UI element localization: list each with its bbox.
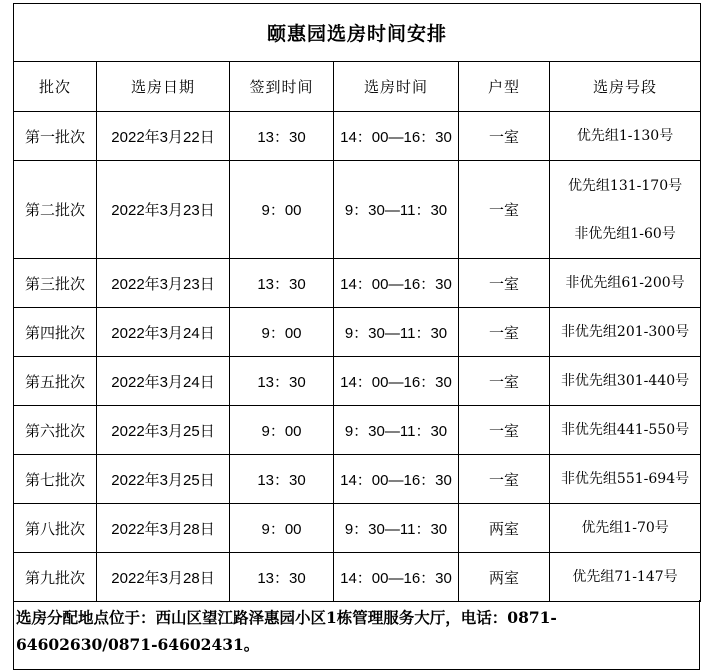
checkin-time-cell: 13：30	[230, 112, 334, 161]
checkin-time-cell: 9：00	[230, 406, 334, 455]
footer-note	[13, 600, 700, 670]
checkin-time-cell: 13：30	[230, 553, 334, 602]
date-cell: 2022年3月25日	[97, 455, 230, 504]
number-range-line: 优先组1-130号	[576, 128, 674, 144]
number-range-line: 优先组131-170号	[567, 177, 683, 194]
unit-type-cell: 两室	[459, 504, 550, 553]
number-range-cell	[550, 455, 701, 504]
unit-type-cell: 一室	[459, 112, 550, 161]
number-range-cell	[550, 308, 701, 357]
checkin-time-cell: 9：00	[230, 504, 334, 553]
number-range-line: 非优先组1-60号	[574, 225, 676, 242]
number-range-cell	[550, 161, 701, 259]
selection-time-cell: 9：30—11：30	[334, 161, 459, 259]
unit-type-cell: 一室	[459, 308, 550, 357]
number-range-line: 优先组1-70号	[581, 520, 669, 536]
batch-cell: 第二批次	[14, 161, 97, 259]
batch-cell: 第八批次	[14, 504, 97, 553]
checkin-time-cell: 13：30	[230, 357, 334, 406]
number-range-cell	[550, 259, 701, 308]
header-checkin-time: 签到时间	[230, 62, 334, 112]
date-cell: 2022年3月23日	[97, 259, 230, 308]
unit-type-cell: 一室	[459, 455, 550, 504]
table-row	[14, 259, 701, 308]
schedule-table	[13, 3, 701, 602]
number-range-cell	[550, 112, 701, 161]
unit-type-cell: 一室	[459, 259, 550, 308]
number-range-line: 非优先组201-300号	[560, 324, 690, 340]
unit-type-cell: 一室	[459, 161, 550, 259]
unit-type-cell: 一室	[459, 406, 550, 455]
batch-cell: 第九批次	[14, 553, 97, 602]
header-selection-time: 选房时间	[334, 62, 459, 112]
table-row	[14, 455, 701, 504]
number-range-cell	[550, 504, 701, 553]
number-range-cell	[550, 406, 701, 455]
footer-text: 选房分配地点位于：西山区望江路泽惠园小区1栋管理服务大厅，电话：0871-64602630/0871-64602431。	[16, 608, 557, 654]
header-unit-type: 户型	[459, 62, 550, 112]
unit-type-cell: 两室	[459, 553, 550, 602]
table-row	[14, 553, 701, 602]
batch-cell: 第四批次	[14, 308, 97, 357]
unit-type-cell: 一室	[459, 357, 550, 406]
batch-cell: 第六批次	[14, 406, 97, 455]
date-cell: 2022年3月24日	[97, 357, 230, 406]
header-date: 选房日期	[97, 62, 230, 112]
selection-time-cell: 9：30—11：30	[334, 406, 459, 455]
table-row	[14, 406, 701, 455]
selection-time-cell: 14：00—16：30	[334, 112, 459, 161]
batch-cell: 第五批次	[14, 357, 97, 406]
date-cell: 2022年3月25日	[97, 406, 230, 455]
batch-cell: 第三批次	[14, 259, 97, 308]
date-cell: 2022年3月23日	[97, 161, 230, 259]
checkin-time-cell: 13：30	[230, 455, 334, 504]
number-range-line: 非优先组61-200号	[565, 275, 685, 291]
schedule-document	[13, 3, 700, 654]
selection-time-cell: 14：00—16：30	[334, 455, 459, 504]
number-range-line: 非优先组301-440号	[560, 373, 690, 389]
batch-cell: 第一批次	[14, 112, 97, 161]
number-range-line: 非优先组441-550号	[560, 422, 690, 438]
date-cell: 2022年3月22日	[97, 112, 230, 161]
selection-time-cell: 14：00—16：30	[334, 553, 459, 602]
selection-time-cell: 14：00—16：30	[334, 259, 459, 308]
number-range-line: 优先组71-147号	[572, 569, 678, 585]
selection-time-cell: 9：30—11：30	[334, 504, 459, 553]
date-cell: 2022年3月24日	[97, 308, 230, 357]
checkin-time-cell: 13：30	[230, 259, 334, 308]
table-row	[14, 308, 701, 357]
table-row	[14, 161, 701, 259]
header-batch: 批次	[14, 62, 97, 112]
batch-cell: 第七批次	[14, 455, 97, 504]
date-cell: 2022年3月28日	[97, 553, 230, 602]
checkin-time-cell: 9：00	[230, 161, 334, 259]
number-range-line: 非优先组551-694号	[560, 471, 690, 487]
selection-time-cell: 14：00—16：30	[334, 357, 459, 406]
table-row	[14, 504, 701, 553]
number-range-cell	[550, 357, 701, 406]
date-cell: 2022年3月28日	[97, 504, 230, 553]
number-range-cell	[550, 553, 701, 602]
table-row	[14, 357, 701, 406]
header-number-range: 选房号段	[550, 62, 701, 112]
checkin-time-cell: 9：00	[230, 308, 334, 357]
table-header-row	[14, 62, 701, 112]
table-row	[14, 112, 701, 161]
selection-time-cell: 9：30—11：30	[334, 308, 459, 357]
page-title: 颐惠园选房时间安排	[14, 4, 701, 62]
